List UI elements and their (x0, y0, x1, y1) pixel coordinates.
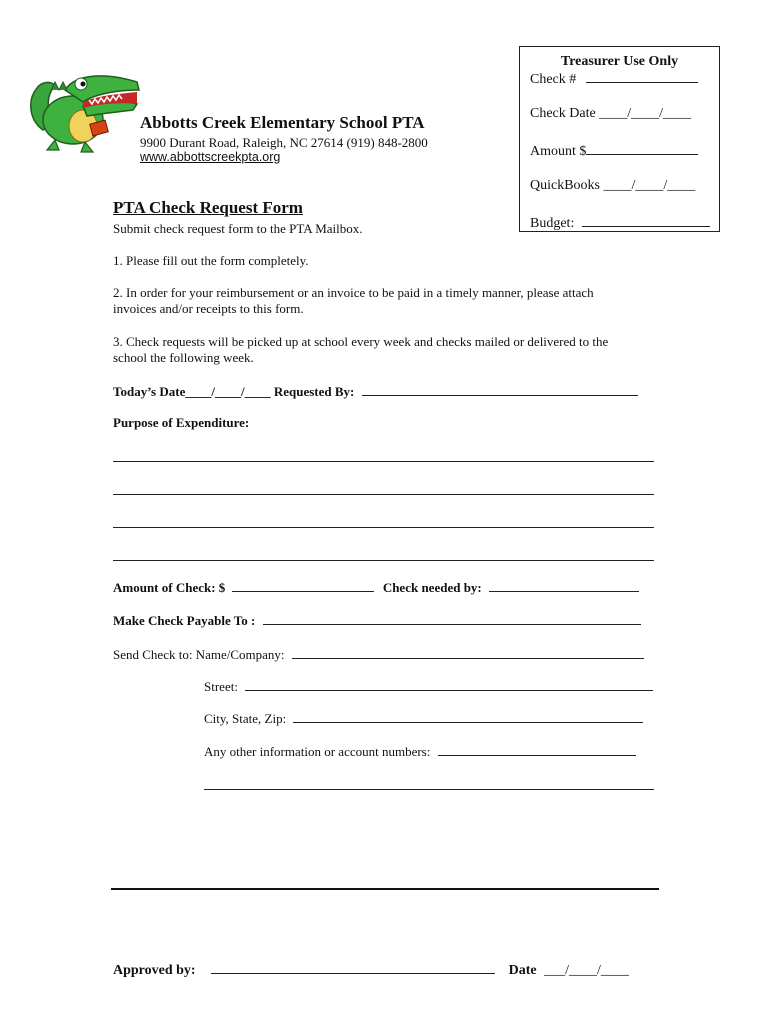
requested-by-label: Requested By: (273, 384, 355, 399)
other-info-line-2[interactable] (204, 789, 654, 790)
approved-by-label: Approved by: (113, 963, 196, 978)
amount-of-check-field[interactable] (232, 579, 374, 592)
send-to-row[interactable] (113, 646, 644, 663)
send-to-label: Send Check to: Name/Company: (113, 647, 285, 662)
budget-field[interactable] (582, 214, 710, 227)
other-info-label: Any other information or account numbers: (204, 744, 431, 759)
form-subtitle: Submit check request form to the PTA Mailbox. (113, 221, 363, 236)
check-needed-by-field[interactable] (489, 579, 639, 592)
school-name: Abbotts Creek Elementary School PTA (140, 113, 425, 132)
payable-to-label: Make Check Payable To : (113, 613, 256, 628)
requested-by-field[interactable] (362, 383, 638, 396)
instruction-3-cont: school the following week. (113, 350, 254, 365)
instruction-2-cont: invoices and/or receipts to this form. (113, 301, 304, 316)
purpose-line-2[interactable] (113, 494, 654, 495)
school-address: 9900 Durant Road, Raleigh, NC 27614 (919) 848-2800 (140, 135, 428, 150)
payable-to-row[interactable] (113, 612, 641, 629)
todays-date-field[interactable] (113, 383, 638, 400)
amount-label: Amount $ (530, 144, 587, 159)
approved-by-field[interactable] (211, 961, 495, 974)
alligator-mascot-icon (25, 60, 145, 156)
check-needed-by-label: Check needed by: (382, 580, 482, 595)
street-row[interactable] (204, 678, 653, 695)
purpose-line-3[interactable] (113, 527, 654, 528)
approval-date-label: Date (508, 963, 537, 978)
treasurer-check-date[interactable]: Check Date ____/____/____ (530, 106, 691, 121)
street-label: Street: (204, 679, 238, 694)
school-website-link[interactable]: www.abbottscreekpta.org (140, 150, 281, 164)
treasurer-check-number[interactable] (530, 70, 698, 88)
payable-to-field[interactable] (263, 612, 641, 625)
budget-label: Budget: (530, 216, 575, 231)
other-info-row[interactable] (204, 743, 636, 760)
purpose-line-4[interactable] (113, 560, 654, 561)
other-info-field[interactable] (438, 743, 636, 756)
city-state-zip-label: City, State, Zip: (204, 711, 287, 726)
treasurer-amount[interactable] (530, 142, 698, 160)
check-number-field[interactable] (586, 70, 698, 83)
section-divider (111, 888, 659, 890)
amount-of-check-label: Amount of Check: $ (113, 580, 226, 595)
check-number-label: Check # (530, 72, 577, 87)
treasurer-amount-field[interactable] (586, 142, 698, 155)
approval-date-field[interactable]: ___/____/____ (544, 963, 629, 978)
instruction-3: 3. Check requests will be picked up at school every week and checks mailed or delivered to the (113, 334, 609, 349)
city-state-zip-row[interactable] (204, 710, 643, 727)
instruction-1: 1. Please fill out the form completely. (113, 253, 309, 268)
street-field[interactable] (245, 678, 653, 691)
send-to-field[interactable] (292, 646, 644, 659)
todays-date-label: Today’s Date____/____/____ (113, 384, 271, 399)
treasurer-heading: Treasurer Use Only (560, 54, 679, 69)
purpose-label: Purpose of Expenditure: (113, 415, 250, 430)
approved-by-row[interactable] (113, 961, 629, 979)
city-state-zip-field[interactable] (293, 710, 643, 723)
treasurer-quickbooks[interactable]: QuickBooks ____/____/____ (530, 178, 696, 193)
instruction-2: 2. In order for your reimbursement or an invoice to be paid in a timely manner, please attach (113, 285, 594, 300)
amount-of-check-row[interactable] (113, 579, 639, 596)
form-title: PTA Check Request Form (113, 198, 303, 217)
purpose-line-1[interactable] (113, 461, 654, 462)
treasurer-budget[interactable] (530, 214, 710, 232)
treasurer-use-box (519, 46, 720, 232)
